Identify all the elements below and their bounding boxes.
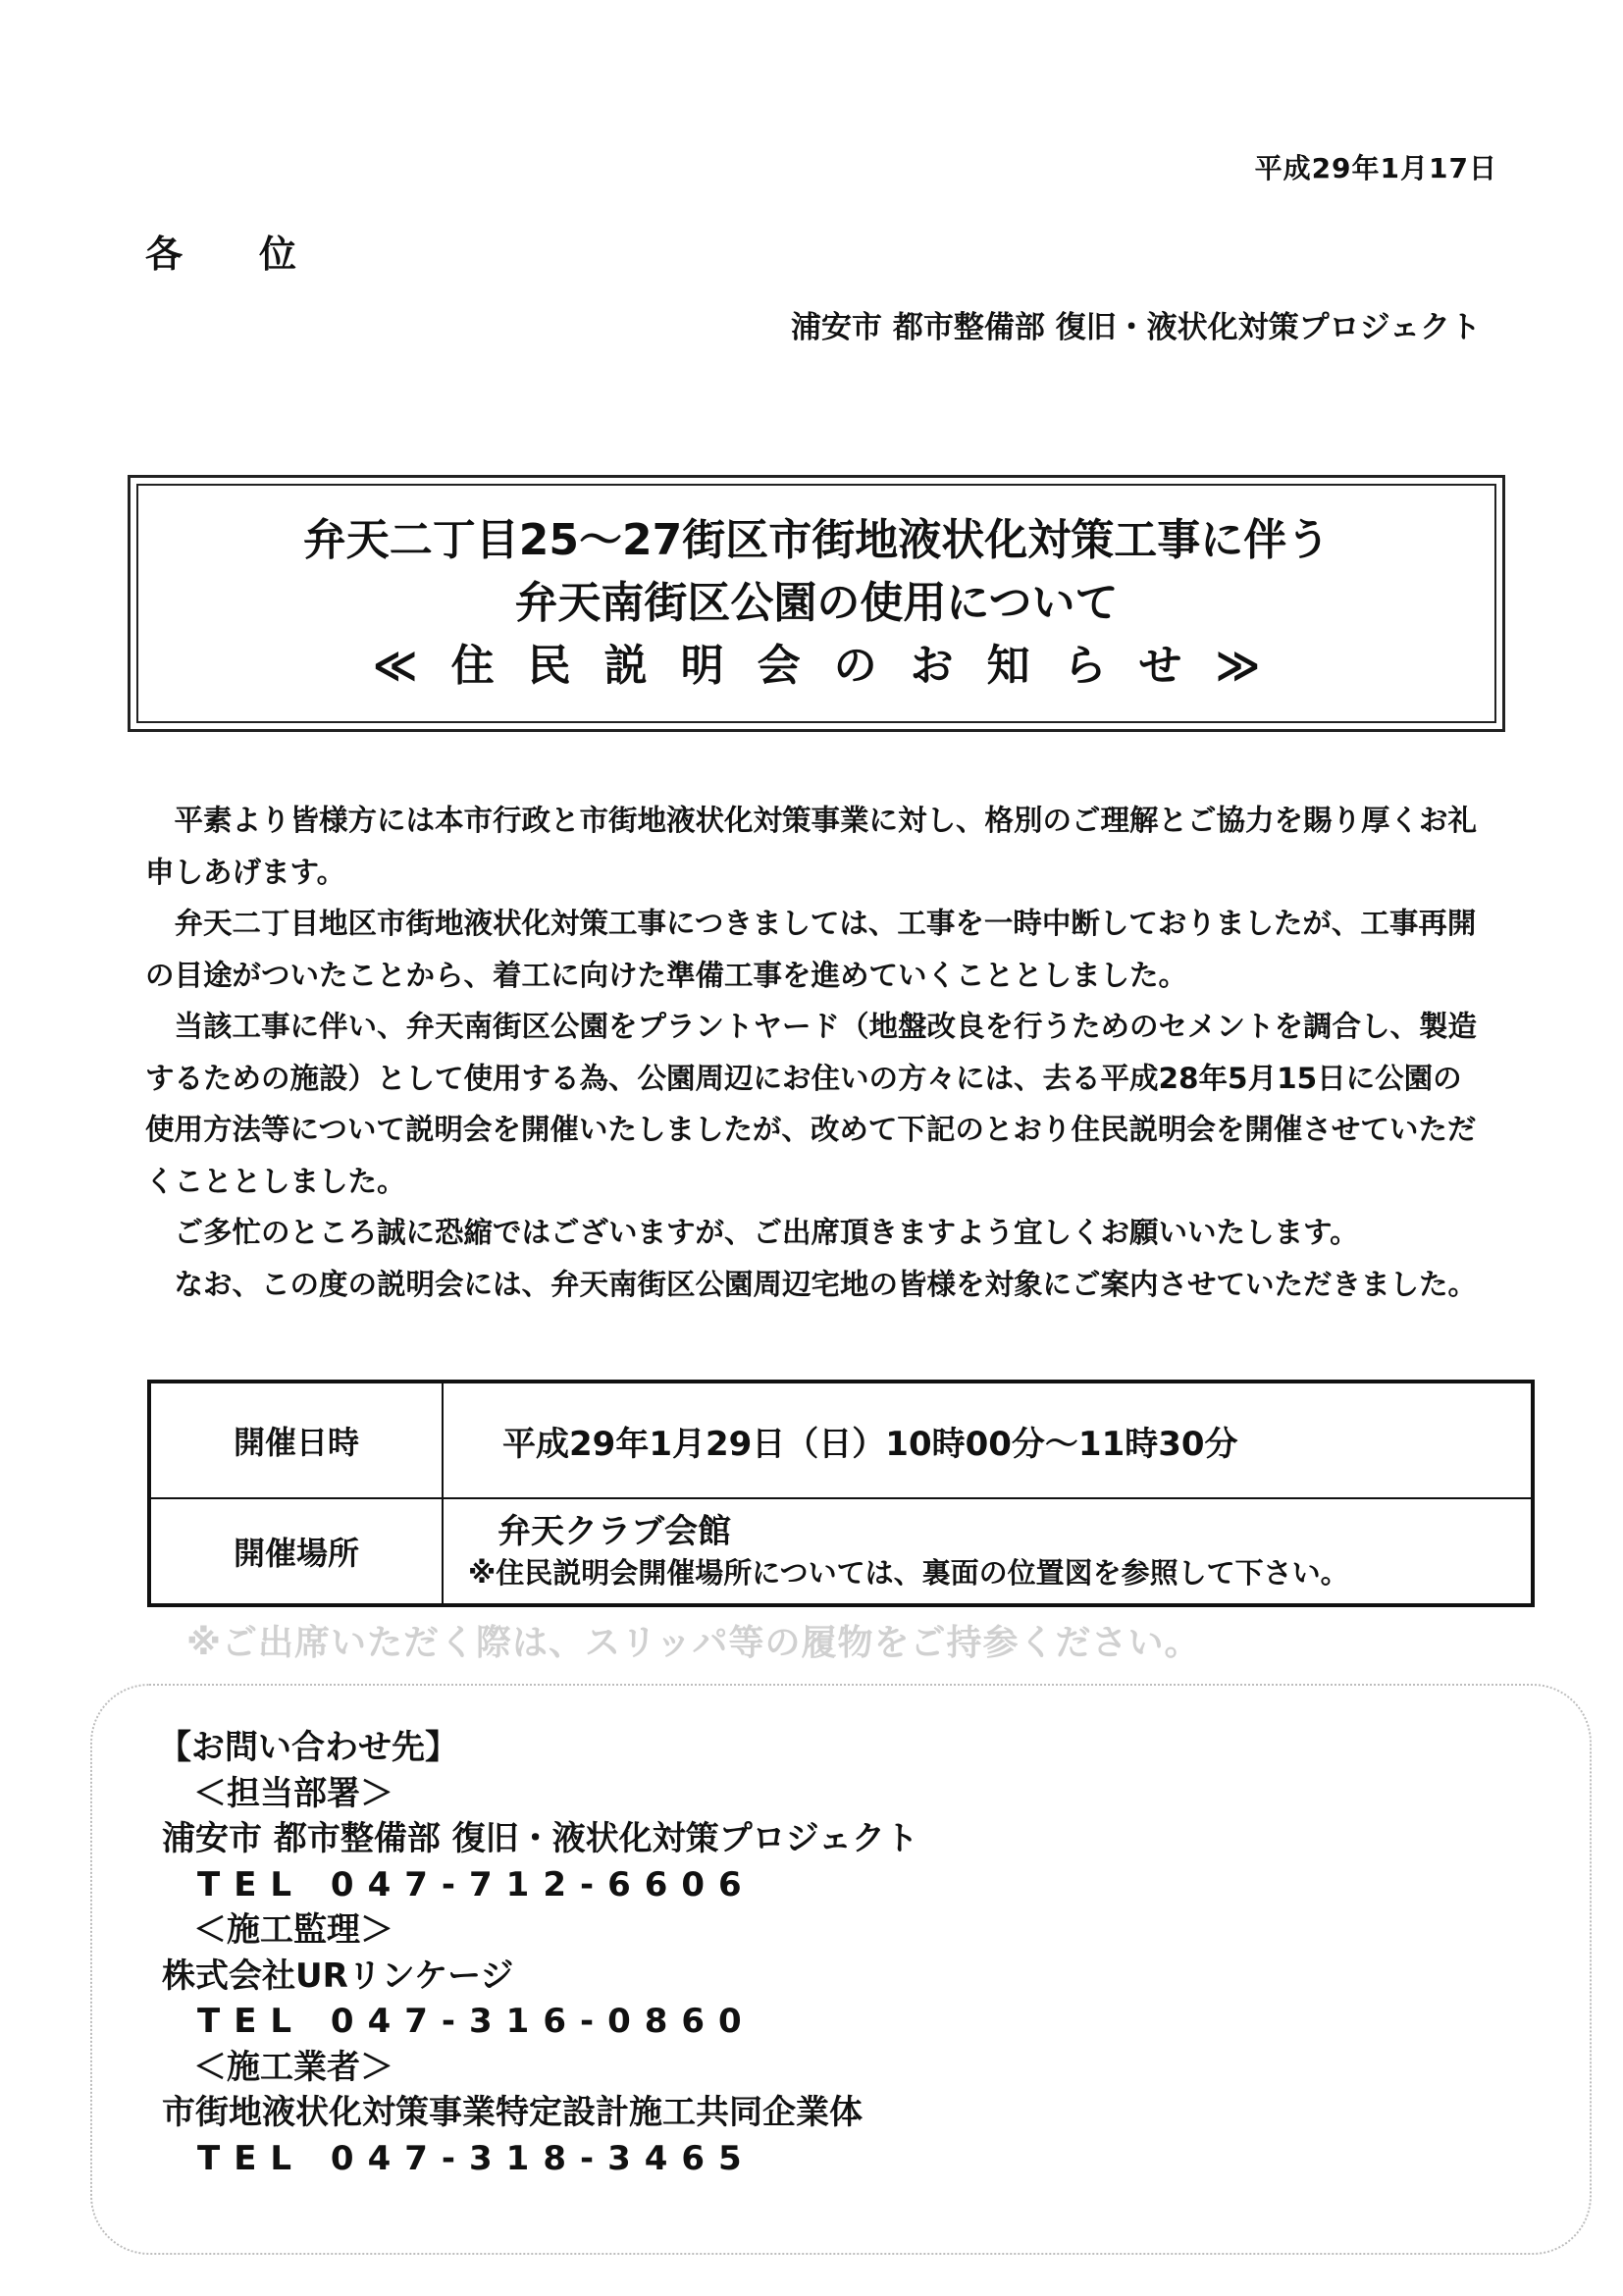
addressee-part-1: 各	[145, 233, 183, 276]
contractor-name: 市街地液状化対策事業特定設計施工共同企業体	[162, 2093, 863, 2132]
venue-value: 弁天クラブ会館	[497, 1512, 731, 1551]
body-paragraph-3: 当該工事に伴い、弁天南街区公園をプラントヤード（地盤改良を行うためのセメントを調合し、製造するための施設）として使用する為、公園周辺にお住いの方々には、去る平成28年5月15日に公園の使用方法等について説明会を開催いたしましたが、改めて下記のとおり住民説明会を開催させていただくこととしました。	[145, 1010, 1478, 1198]
document-date: 平成29年1月17日	[1254, 152, 1497, 184]
dept-label: ＜担当部署＞	[193, 1773, 393, 1813]
venue-note: ※住民説明会開催場所については、裏面の位置図を参照して下さい。	[468, 1556, 1349, 1590]
title-line-2: 弁天南街区公園の使用について	[514, 578, 1119, 628]
contact-info	[158, 1725, 918, 2181]
dept-tel: TEL 047-712-6606	[197, 1864, 756, 1905]
title-line-1: 弁天二丁目25～27街区市街地液状化対策工事に伴う	[302, 515, 1331, 565]
datetime-label: 開催日時	[151, 1383, 444, 1497]
sender: 浦安市 都市整備部 復旧・液状化対策プロジェクト	[791, 310, 1481, 345]
contractor-tel: TEL 047-318-3465	[197, 2138, 756, 2178]
body-paragraph-2: 弁天二丁目地区市街地液状化対策工事につきましては、工事を一時中断しておりましたが、工事再開の目途がついたことから、着工に向けた準備工事を進めていくこととしました。	[145, 907, 1477, 992]
supervisor-tel: TEL 047-316-0860	[197, 2002, 756, 2041]
addressee-part-2: 位	[259, 233, 297, 276]
venue-label: 開催場所	[151, 1499, 444, 1603]
body-paragraph-5: なお、この度の説明会には、弁天南街区公園周辺宅地の皆様を対象にご案内させていただきました。	[174, 1267, 1478, 1301]
addressee	[145, 224, 296, 278]
title-box	[128, 475, 1505, 732]
title-line-3: ≪住民説明会のお知らせ≫	[372, 641, 1294, 691]
info-row-datetime	[151, 1383, 1531, 1499]
supervisor-name: 株式会社URリンケージ	[162, 1956, 514, 1996]
body-paragraph-1: 平素より皆様方には本市行政と市街地液状化対策事業に対し、格別のご理解とご協力を賜り厚くお礼申しあげます。	[145, 804, 1478, 889]
contact-heading: 【お問い合わせ先】	[158, 1728, 458, 1767]
body-text	[145, 795, 1490, 1310]
dept-name: 浦安市 都市整備部 復旧・液状化対策プロジェクト	[162, 1819, 918, 1858]
body-paragraph-4: ご多忙のところ誠に恐縮ではございますが、ご出席頂きますよう宜しくお願いいたします。	[174, 1216, 1359, 1249]
venue-cell	[444, 1499, 1531, 1603]
faded-note: ※ご出席いただく際は、スリッパ等の履物をご持参ください。	[186, 1623, 1201, 1663]
info-row-venue	[151, 1499, 1531, 1603]
title-box-inner	[136, 484, 1496, 723]
contractor-label: ＜施工業者＞	[193, 2047, 393, 2087]
supervisor-label: ＜施工監理＞	[193, 1910, 393, 1950]
info-table	[147, 1380, 1535, 1607]
datetime-value: 平成29年1月29日（日）10時00分～11時30分	[502, 1424, 1238, 1464]
